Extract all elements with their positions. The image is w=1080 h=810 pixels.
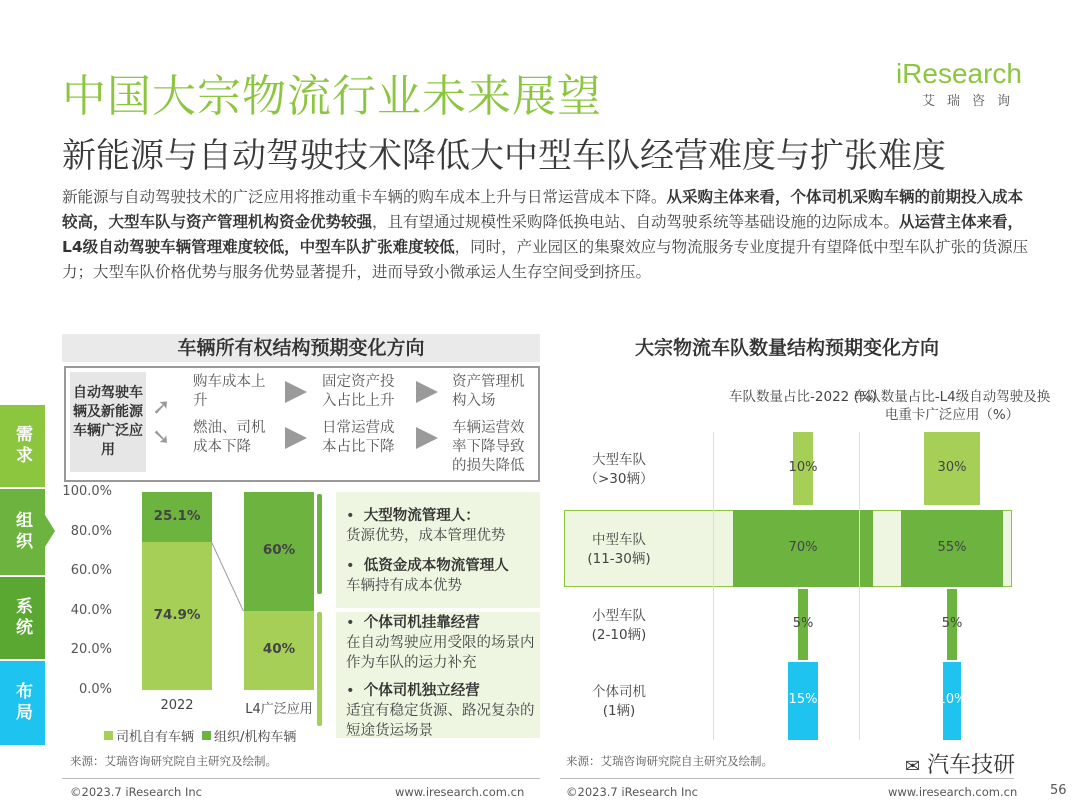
flow-driver-text: 自动驾驶车辆及新能源车辆广泛应用 bbox=[73, 385, 143, 458]
page-title: 中国大宗物流行业未来展望 bbox=[62, 71, 602, 122]
flow-step-2-3: 车辆运营效率下降导致的损失降低 bbox=[452, 420, 525, 474]
right-site: www.iresearch.com.cn bbox=[888, 785, 1018, 799]
fleet-bar-label: 30% bbox=[937, 459, 967, 475]
side-tab-system[interactable] bbox=[0, 577, 45, 659]
side-tab-demand[interactable] bbox=[0, 405, 45, 487]
y-tick-label: 80.0% bbox=[70, 523, 112, 539]
bar-segment bbox=[142, 492, 212, 542]
intro-text-3: ，同时，产业园区的集聚效应与物流服务专业度提升有望降低中型车队扩张的货源压力；大型车队价格优势与服务优势显著提升，进而导致小微承运人生存空间受到挤压。 bbox=[62, 238, 1029, 281]
flow-arrow-icon bbox=[416, 381, 438, 403]
bracket-individual bbox=[317, 612, 322, 726]
legend-swatch bbox=[104, 731, 113, 740]
logo-brand: iResearch bbox=[895, 58, 1022, 89]
page-number: 56 bbox=[1050, 783, 1067, 798]
fleet-bar-label: 5% bbox=[792, 615, 814, 631]
connector-line bbox=[211, 542, 244, 612]
legend-swatch bbox=[202, 731, 211, 740]
left-source: 来源：艾瑞咨询研究院自主研究及绘制。 bbox=[70, 754, 277, 768]
grid-line bbox=[859, 432, 860, 740]
flow-step-1-1: 购车成本上升 bbox=[193, 374, 266, 409]
logo-cn: 艾瑞咨询 bbox=[921, 94, 1022, 109]
bullet-desc: 在自动驾驶应用受限的场景内作为车队的运力补充 bbox=[346, 635, 535, 671]
fleet-bar-label: 15% bbox=[788, 692, 818, 707]
bullet-desc: 货源优势，成本管理优势 bbox=[346, 528, 506, 544]
row-sublabel: (11-30辆) bbox=[587, 550, 651, 567]
left-site: www.iresearch.com.cn bbox=[395, 785, 525, 799]
watermark bbox=[905, 748, 1015, 779]
wechat-icon: ✉ bbox=[905, 756, 921, 777]
right-source: 来源：艾瑞咨询研究院自主研究及绘制。 bbox=[566, 754, 773, 768]
bar-data-label: 60% bbox=[262, 542, 296, 559]
bullet-item: • 个体司机独立经营 适宜有稳定货源、路况复杂的短途货运场景 bbox=[346, 683, 535, 739]
side-tab-layout[interactable] bbox=[0, 661, 45, 745]
fleet-chart bbox=[560, 360, 1051, 768]
intro-bold-1: 从采购主体来看，个体司机采购车辆的前期投入成本较高，大型车队与资产管理机构资金优势较强 bbox=[62, 188, 1024, 231]
bullet-desc: 车辆持有成本优势 bbox=[346, 578, 462, 594]
y-tick-label: 100.0% bbox=[62, 484, 112, 499]
row-sublabel: (1辆) bbox=[602, 703, 636, 719]
fleet-bar-label: 70% bbox=[788, 539, 818, 555]
legend-label: 组织/机构车辆 bbox=[214, 730, 297, 745]
row-label: 大型车队 bbox=[592, 451, 646, 468]
bar-segment bbox=[142, 542, 212, 690]
column-header: 车队数量占比-L4级自动驾驶及换电重卡广泛应用（%） bbox=[853, 389, 1051, 423]
fleet-bar-label: 10% bbox=[788, 459, 818, 475]
side-tab-label: 组织 bbox=[12, 511, 32, 553]
flow-step-1-2: 固定资产投入占比上升 bbox=[322, 374, 395, 409]
y-tick-label: 20.0% bbox=[70, 642, 112, 658]
bar-data-label: 74.9% bbox=[153, 606, 201, 623]
side-tab-label: 布局 bbox=[12, 682, 32, 724]
row-label: 个体司机 bbox=[592, 684, 646, 700]
flow-step-2-2: 日常运营成本占比下降 bbox=[322, 420, 395, 455]
bullet-title: 个体司机独立经营 bbox=[363, 683, 480, 699]
intro-paragraph bbox=[62, 185, 1032, 285]
row-label: 中型车队 bbox=[592, 531, 646, 548]
fleet-bar-label: 55% bbox=[937, 539, 967, 555]
arrow-up-right-icon: ➚ bbox=[152, 395, 171, 420]
bar-segment bbox=[244, 611, 314, 690]
row-sublabel: （>30辆） bbox=[584, 470, 654, 487]
fleet-bar-label: 10% bbox=[937, 692, 967, 707]
bullet-desc: 适宜有稳定货源、路况复杂的短途货运场景 bbox=[346, 703, 535, 739]
arrow-down-right-icon: ➘ bbox=[152, 425, 171, 450]
flow-step-1-3: 资产管理机构入场 bbox=[452, 374, 525, 409]
side-tab-organization[interactable] bbox=[0, 489, 45, 575]
bar-segment bbox=[244, 492, 314, 611]
watermark-text: 汽车技研 bbox=[927, 753, 1016, 778]
x-tick-label: 2022 bbox=[160, 698, 194, 713]
row-label: 小型车队 bbox=[592, 607, 646, 624]
flow-arrow-icon bbox=[416, 427, 438, 449]
side-tab-label: 系统 bbox=[12, 597, 32, 639]
ownership-chart bbox=[62, 484, 322, 745]
flow-step-2-1: 燃油、司机成本下降 bbox=[193, 420, 266, 455]
fleet-bar-label: 5% bbox=[941, 615, 963, 631]
bullet-title: 大型物流管理人： bbox=[363, 508, 480, 524]
bracket-org bbox=[317, 494, 322, 594]
bullet-item: • 低资金成本物流管理人 车辆持有成本优势 bbox=[346, 558, 509, 594]
y-tick-label: 60.0% bbox=[70, 563, 112, 579]
flow-arrow-icon bbox=[285, 427, 307, 449]
bar-data-label: 40% bbox=[262, 641, 296, 658]
legend-label: 司机自有车辆 bbox=[116, 730, 195, 745]
x-tick-label: L4广泛应用 bbox=[245, 702, 313, 717]
grid-line bbox=[713, 432, 714, 740]
intro-bold-2: 从运营主体来看，L4级自动驾驶车辆管理难度较低，中型车队扩张难度较低 bbox=[62, 213, 1024, 256]
left-divider bbox=[62, 778, 540, 779]
side-tab-label: 需求 bbox=[12, 425, 32, 467]
left-copyright: ©2023.7 iResearch Inc bbox=[70, 785, 202, 799]
column-header: 车队数量占比-2022 (%) bbox=[729, 389, 877, 405]
y-tick-label: 0.0% bbox=[78, 682, 112, 697]
bullet-title: 个体司机挂靠经营 bbox=[363, 615, 480, 631]
y-tick-label: 40.0% bbox=[70, 602, 112, 618]
bullet-title: 低资金成本物流管理人 bbox=[363, 558, 509, 574]
left-section-title: 车辆所有权结构预期变化方向 bbox=[177, 337, 425, 359]
intro-text-2: ，且有望通过规模性采购降低换电站、自动驾驶系统等基础设施的边际成本。 bbox=[372, 213, 900, 231]
bullet-item: • 个体司机挂靠经营 在自动驾驶应用受限的场景内作为车队的运力补充 bbox=[346, 615, 535, 671]
page-subtitle: 新能源与自动驾驶技术降低大中型车队经营难度与扩张难度 bbox=[62, 136, 946, 176]
bullet-item: • 大型物流管理人： 货源优势，成本管理优势 bbox=[346, 508, 506, 544]
right-copyright: ©2023.7 iResearch Inc bbox=[566, 785, 698, 799]
intro-text-1: 新能源与自动驾驶技术的广泛应用将推动重卡车辆的购车成本上升与日常运营成本下降。 bbox=[62, 188, 667, 206]
bar-data-label: 25.1% bbox=[153, 507, 201, 524]
row-sublabel: (2-10辆) bbox=[591, 626, 647, 643]
right-section-title: 大宗物流车队数量结构预期变化方向 bbox=[634, 337, 939, 359]
iresearch-logo bbox=[894, 58, 1022, 109]
flow-arrow-icon bbox=[285, 381, 307, 403]
